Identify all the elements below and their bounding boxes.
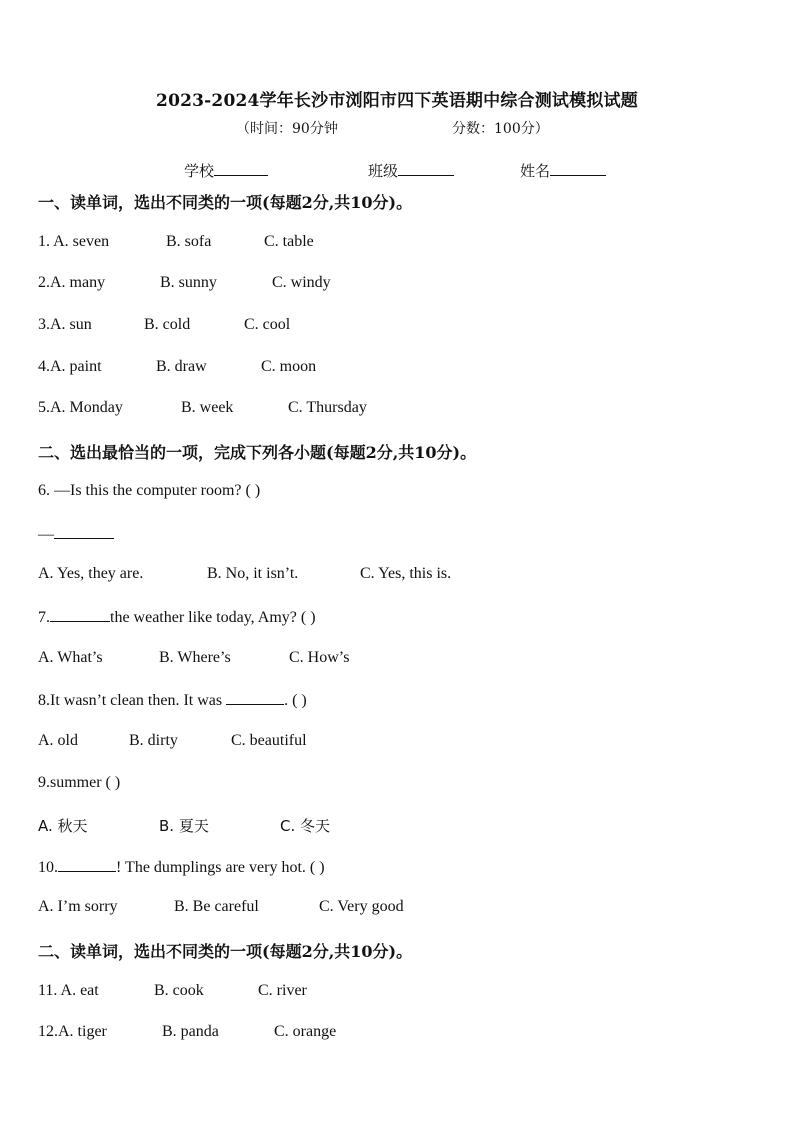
question-7: 7. the weather like today, Amy? ( )	[38, 609, 316, 626]
question-6-answer-line: —	[38, 524, 114, 544]
question-9: 9.summer ( )	[38, 774, 121, 791]
section-heading-3: 二、读单词，选出不同类的一项(每题2分,共10分)。	[38, 942, 413, 961]
section-heading-1: 一、读单词，选出不同类的一项(每题2分,共10分)。	[38, 193, 413, 212]
question-7-options: A. What’s B. Where’s C. How’s	[38, 649, 350, 666]
school-field	[184, 160, 268, 181]
time-info: （时间：90分钟	[236, 121, 338, 137]
class-field	[368, 160, 454, 181]
question-10-options: A. I’m sorry B. Be careful C. Very good	[38, 898, 404, 915]
school-blank[interactable]	[214, 161, 268, 176]
answer-blank[interactable]	[54, 524, 114, 539]
answer-blank[interactable]	[58, 857, 116, 872]
question-10: 10. ! The dumplings are very hot. ( )	[38, 859, 325, 876]
exam-title: 2023-2024学年长沙市浏阳市四下英语期中综合测试模拟试题	[156, 91, 638, 111]
question-4: 4.A. paint B. draw C. moon	[38, 358, 317, 375]
class-blank[interactable]	[398, 161, 454, 176]
school-label: 学校	[184, 162, 215, 180]
question-6-options: A. Yes, they are. B. No, it isn’t. C. Yes, this is.	[38, 565, 452, 582]
question-9-options: A. 秋天 B. 夏天 C. 冬天	[38, 817, 331, 835]
name-blank[interactable]	[550, 161, 606, 176]
question-5: 5.A. Monday B. week C. Thursday	[38, 399, 367, 416]
question-1: 1. A. seven B. sofa C. table	[38, 233, 314, 250]
score-info: 分数：100分）	[452, 121, 549, 137]
name-field	[520, 160, 606, 181]
question-3: 3.A. sun B. cold C. cool	[38, 316, 291, 333]
class-label: 班级	[368, 162, 399, 180]
answer-blank[interactable]	[50, 607, 110, 622]
question-12: 12.A. tiger B. panda C. orange	[38, 1023, 337, 1040]
name-label: 姓名	[520, 162, 551, 180]
question-2: 2.A. many B. sunny C. windy	[38, 274, 331, 291]
question-8-options: A. old B. dirty C. beautiful	[38, 732, 307, 749]
section-heading-2: 二、选出最恰当的一项，完成下列各小题(每题2分,共10分)。	[38, 443, 477, 462]
question-6: 6. —Is this the computer room? ( )	[38, 482, 261, 499]
answer-blank[interactable]	[226, 690, 284, 705]
question-8: 8.It wasn’t clean then. It was . ( )	[38, 692, 307, 709]
question-11: 11. A. eat B. cook C. river	[38, 982, 307, 999]
